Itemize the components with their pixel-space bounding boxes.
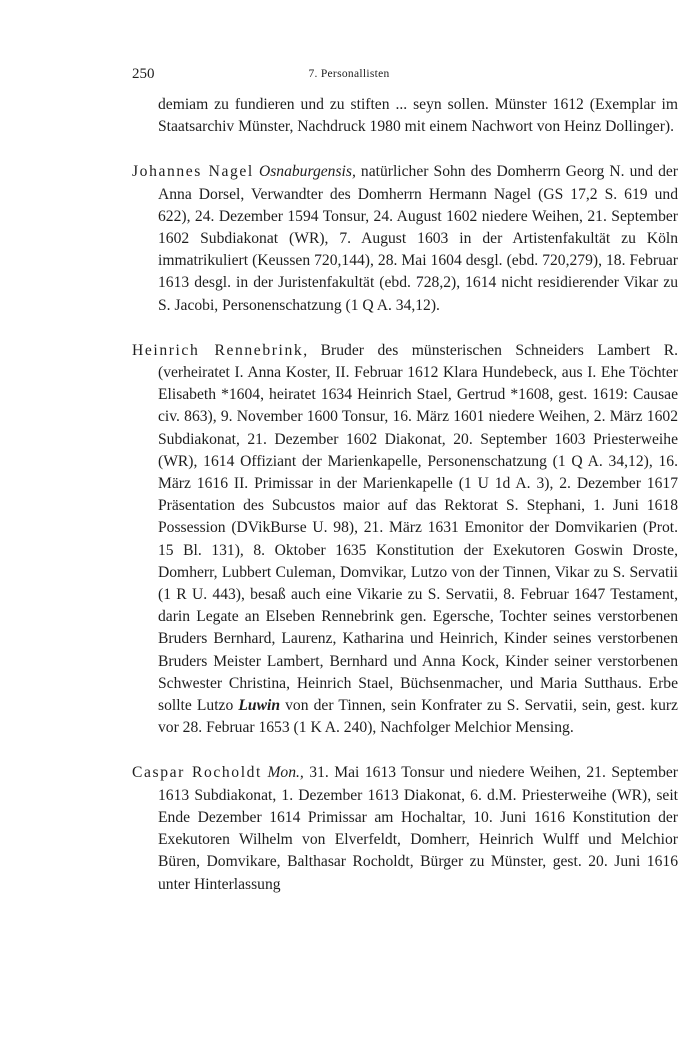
person-name: Heinrich Rennebrink bbox=[132, 341, 304, 359]
origin-label: Mon., bbox=[267, 764, 304, 782]
continuation-paragraph: demiam zu fundieren und zu stiften ... seyn sollen. Münster 1612 (Exemplar im Staatsarchiv Münster, Nachdruck 1980 mit einem Nachwort von Heinz Dollinger). bbox=[158, 96, 678, 136]
entry-rocholdt bbox=[132, 762, 678, 895]
running-head: 7. Personallisten bbox=[308, 68, 390, 80]
entry-text: 31. Mai 1613 Tonsur und niedere Weihen, 21. September 1613 Subdiakonat, 1. Dezember 1613 Diakonat, 6. d.M. Priesterweihe (WR), seit Ende Dezember 1614 Primissar am Hochaltar, 10. Juni 1616 Konstitution der Exekutoren Wilhelm von Elverfeldt, Domherr, Heinrich Wulff und Melchior Büren, Domvikare, Balthasar Rocholdt, Bürger zu Münster, gest. 20. Juni 1616 unter Hinterlassung bbox=[158, 764, 679, 893]
page-number: 250 bbox=[132, 66, 155, 82]
person-name: Caspar Rocholdt bbox=[132, 764, 262, 782]
page-header bbox=[132, 66, 566, 86]
emphasized-name: Luwin bbox=[238, 697, 280, 715]
page-body bbox=[132, 94, 678, 919]
origin-label: Osnaburgensis, bbox=[258, 163, 356, 181]
entry-text: , Bruder des münsterischen Schneiders Lambert R. (verheiratet I. Anna Koster, II. Februar 1612 Klara Hundebeck, aus I. Ehe Töchter Elisabeth *1604, heiratet 1634 Heinrich Stael, Gertrud *1608, gest. 1619: Causae civ. 863), 9. November 1600 Tonsur, 16. März 1601 niedere Weihen, 2. März 1602 Subdiakonat, 21. Dezember 1602 Diakonat, 20. September 1603 Priesterweihe (WR), 1614 Offiziant der Marienkapelle, Personenschatzung (1 Q A. 34,12), 16. März 1616 II. Primissar in der Marienkapelle (1 U 1d A. 3), 2. Dezember 1617 Präsentation des Subcustos maior auf das Rektorat S. Stephani, 1. Juni 1618 Possession (DVikBurse U. 98), 21. März 1631 Emonitor der Domvikarien (Prot. 15 Bl. 131), 8. Oktober 1635 Konstitution der Exekutoren Goswin Droste, Domherr, Lubbert Culeman, Domvikar, Lutzo von der Tinnen, Vikar zu S. Servatii (1 R U. 443), besaß auch eine Vikarie zu S. Servatii, 8. Februar 1647 Testament, darin Legate an Elseben Rennebrink gen. Egersche, Tochter seines verstorbenen Bruders Bernhard, Laurenz, Katharina und Heinrich, Kinder seines verstorbenen Bruders Meister Lambert, Bernhard und Anna Kock, Kinder seiner verstorbenen Schwester Christina, Heinrich Stael, Büchsenmacher, und Maria Sutthaus. Erbe sollte Lutzo bbox=[158, 341, 678, 715]
entry-rennebrink bbox=[132, 340, 678, 740]
entry-text-continued: von der Tinnen, sein Konfrater zu S. Servatii, sein, gest. kurz vor 28. Februar 1653 (1 K A. 240), Nachfolger Melchior Mensing. bbox=[158, 697, 678, 737]
entry-text: natürlicher Sohn des Domherrn Georg N. und der Anna Dorsel, Verwandter des Domherrn Hermann Nagel (GS 17,2 S. 619 und 622), 24. Dezember 1594 Tonsur, 24. August 1602 niedere Weihen, 21. September 1602 Subdiakonat (WR), 7. August 1603 in der Artistenfakultät zu Köln immatrikuliert (Keussen 720,144), 28. Mai 1604 desgl. (ebd. 720,279), 18. Februar 1613 desgl. in der Juristenfakultät (ebd. 728,2), 1614 nicht residierender Vikar zu S. Jacobi, Personenschatzung (1 Q A. 34,12). bbox=[158, 163, 679, 314]
entry-nagel bbox=[132, 161, 678, 316]
person-name: Johannes Nagel bbox=[132, 163, 254, 181]
